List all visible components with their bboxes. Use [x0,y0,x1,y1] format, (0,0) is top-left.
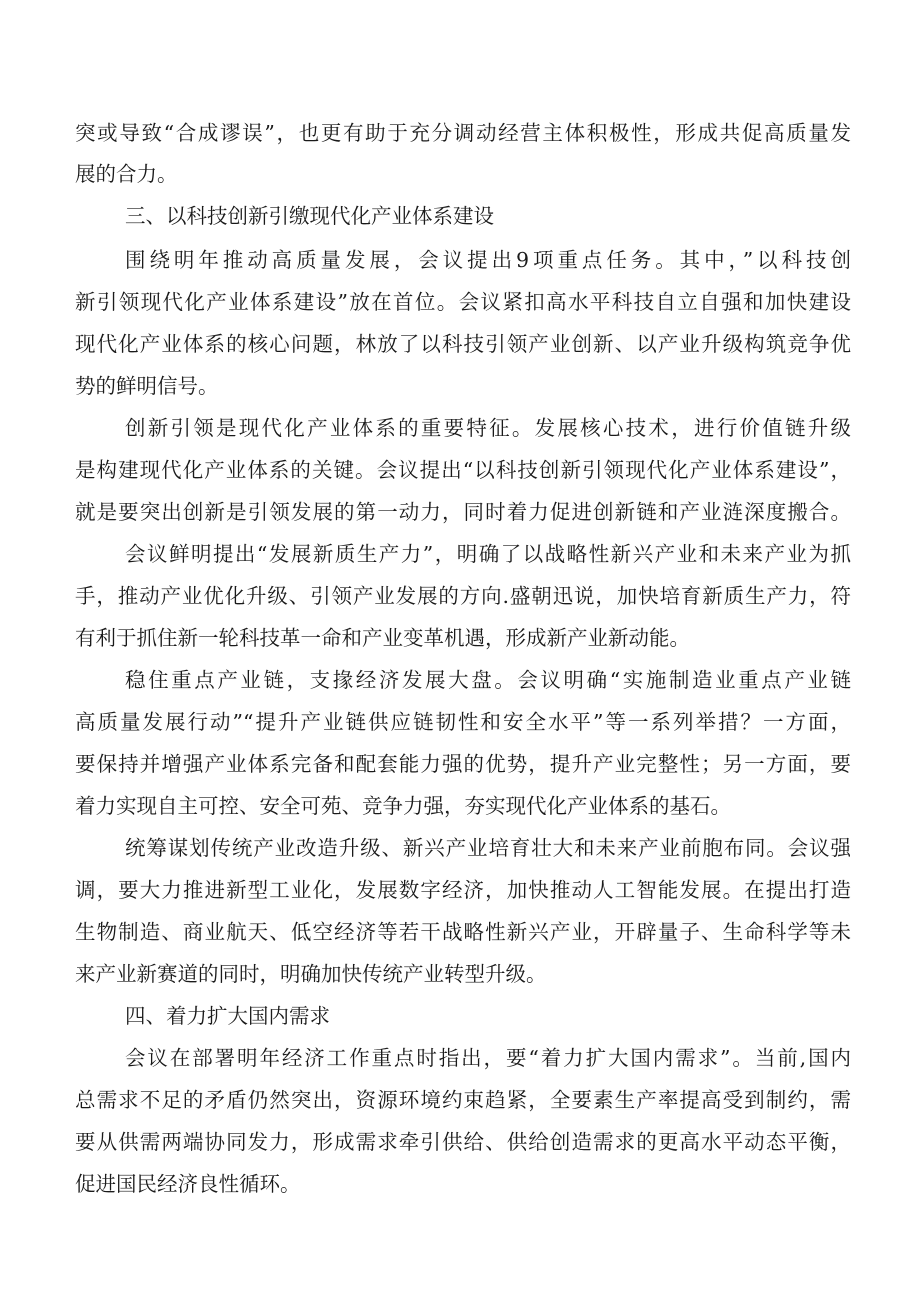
text-line: 创新引领是现代化产业体系的重要特征。发展核心技术，进行价值链升级 [125,416,851,440]
text-line: 会议鲜明提出“发展新质生产力”，明确了以战略性新兴产业和未来产业为抓 [125,542,851,566]
text-line: 调，要大力推进新型工业化，发展数字经济，加快推动人工智能发展。在提出打造 [75,878,851,902]
text-line: 着力实现自主可控、安全可苑、竞争力强，夯实现代化产业体系的基石。 [75,794,731,818]
text-line: 会议在部署明年经济工作重点时指出，要“着力扩大国内需求”。当前,国内 [125,1046,851,1070]
text-line: 围绕明年推动高质量发展，会议提出9项重点任务。其中，”以科技创 [125,248,851,272]
text-line: 势的鲜明信号。 [75,374,219,398]
text-line: 是构建现代化产业体系的关键。会议提出“以科技创新引领现代化产业体系建设”， [75,458,851,482]
text-line: 总需求不足的矛盾仍然突出，资源环境约束趋紧，全要素生产率提高受到制约，需 [75,1088,851,1112]
text-line: 有利于抓住新一轮科技革一命和产业变革机遇，形成新产业新动能。 [75,626,690,650]
section-heading: 三、以科技创新引缴现代化产业体系建设 [125,204,494,228]
text-line: 促进国民经济良性循环。 [75,1172,301,1196]
text-line: 统筹谋划传统产业改造升级、新兴产业培育壮大和未来产业前胞布同。会议强 [125,836,851,860]
text-line: 展的合力。 [75,162,178,186]
text-line: 来产业新赛道的同时，明确加快传统产业转型升级。 [75,962,547,986]
text-line: 要从供需两端协同发力，形成需求牵引供给、供给创造需求的更高水平动态平衡， [75,1130,851,1154]
text-line: 新引领现代化产业体系建设”放在首位。会议紧扣高水平科技自立自强和加快建设 [75,290,851,314]
text-line: 手，推动产业优化升级、引领产业发展的方向.盛朝迅说，加快培育新质生产力，符 [75,584,851,608]
text-line: 生物制造、商业航天、低空经济等若干战略性新兴产业，开辟量子、生命科学等未 [75,920,851,944]
text-line: 现代化产业体系的核心问题，林放了以科技引领产业创新、以产业升级构筑竞争优 [75,332,851,356]
text-line: 突或导致“合成谬误”，也更有助于充分调动经营主体积极性，形成共促高质量发 [75,121,851,145]
text-line: 要保持并增强产业体系完备和配套能力强的优势，提升产业完整性；另一方面，要 [75,752,851,776]
section-heading: 四、着力扩大国内需求 [125,1004,330,1028]
text-line: 高质量发展行动”“提升产业链供应链韧性和安全水平”等一系列举措？一方面， [75,710,851,734]
text-line: 稳住重点产业链，支掾经济发展大盘。会议明确“实施制造业重点产业链 [125,668,851,692]
text-line: 就是要突出创新是引领发展的第一动力，同时着力促进创新链和产业涟深度搬合。 [75,500,851,524]
